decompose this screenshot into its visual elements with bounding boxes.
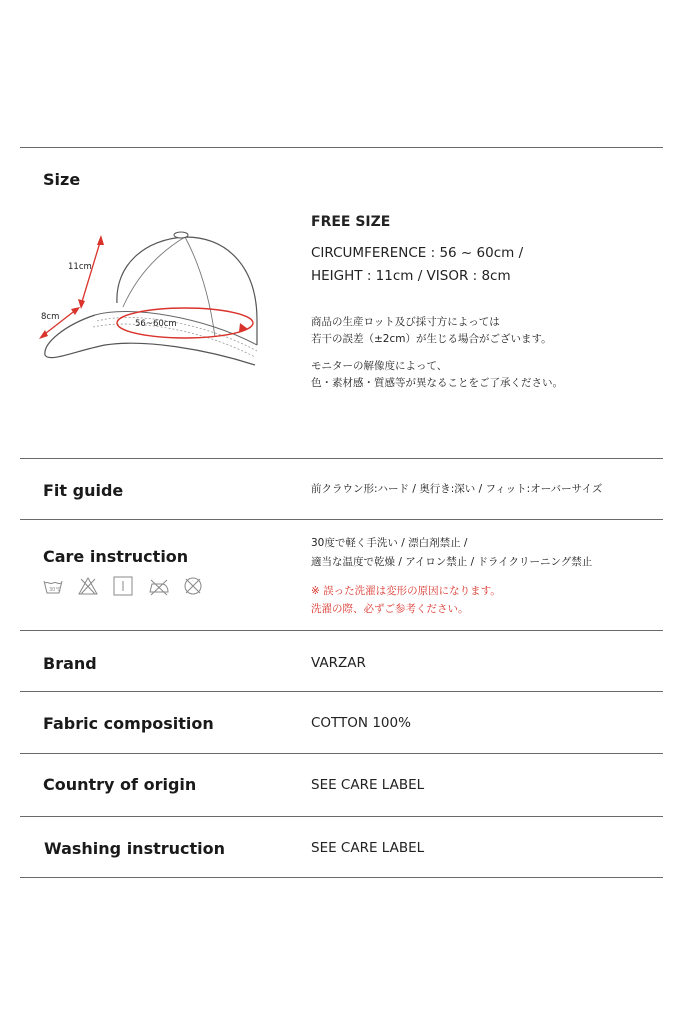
divider [20,877,663,878]
hand-wash-30-icon [43,576,63,596]
origin-title: Country of origin [43,775,197,794]
fit-guide-value: 前クラウン形:ハード / 奥行き:深い / フィット:オーバーサイズ [311,483,603,495]
divider [20,630,663,631]
care-line2: 適当な温度で乾燥 / アイロン禁止 / ドライクリーニング禁止 [311,556,593,568]
divider [20,691,663,692]
size-note2-line1: モニターの解像度によって、 [311,360,448,372]
divider [20,519,663,520]
height-arrow [81,239,101,305]
divider [20,816,663,817]
circumference-label: 56~60cm [135,319,177,329]
visor-label: 8cm [41,312,60,322]
size-measure-line1: CIRCUMFERENCE : 56 ~ 60cm / [311,245,524,261]
origin-value: SEE CARE LABEL [311,777,425,793]
tumble-dry-icon [113,576,133,596]
care-line1: 30度で軽く手洗い / 漂白剤禁止 / [311,537,468,549]
care-icons [43,576,203,596]
visor-arrowhead [39,330,48,339]
cap-button [174,232,188,238]
visor-arrowhead [71,307,80,315]
divider [20,753,663,754]
fabric-title: Fabric composition [43,714,214,733]
size-note1-line1: 商品の生産ロット及び採寸方によっては [311,316,500,328]
divider [20,147,663,148]
care-warning-line2: 洗濯の際、必ずご参考ください。 [311,603,469,615]
washing-value: SEE CARE LABEL [311,840,425,856]
fabric-value: COTTON 100% [311,715,411,731]
cap-size-diagram [35,225,265,375]
size-measure-line2: HEIGHT : 11cm / VISOR : 8cm [311,268,511,284]
care-warning-line1: ※ 誤った洗濯は変形の原因になります。 [311,585,501,597]
size-title: Size [43,170,81,189]
cap-panel-seam [185,237,215,337]
no-dry-clean-icon [183,576,203,596]
no-iron-icon [148,576,168,596]
washing-title: Washing instruction [44,839,226,858]
height-arrowhead [97,235,104,245]
cap-panel-seam [123,237,185,307]
fit-guide-title: Fit guide [43,481,124,500]
size-note2-line2: 色・素材感・質感等が異なることをご了承ください。 [311,377,563,389]
care-title: Care instruction [43,547,189,566]
free-size-heading: FREE SIZE [311,214,391,230]
divider [20,458,663,459]
brand-value: VARZAR [311,655,366,671]
size-note1-line2: 若干の誤差（±2cm）が生じる場合がございます。 [311,333,552,345]
svg-text:30℃: 30℃ [49,587,61,593]
no-bleach-icon [78,576,98,596]
height-label: 11cm [68,262,92,272]
brand-title: Brand [43,654,97,673]
